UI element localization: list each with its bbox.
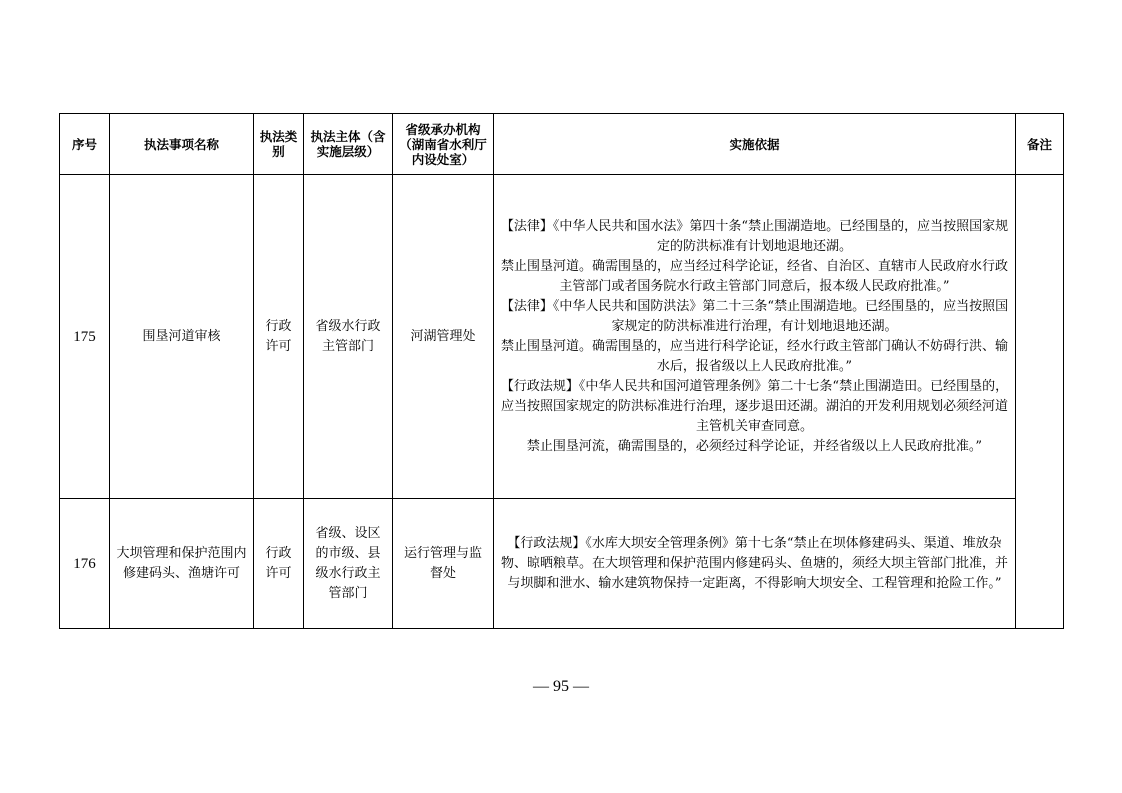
basis-paragraph: 禁止围垦河流，确需围垦的，必须经过科学论证，并经省级以上人民政府批准。”: [526, 438, 983, 454]
basis-paragraph: 禁止围垦河道。确需围垦的，应当经过科学论证，经省、自治区、直辖市人民政府水行政主管部门或者国务院水行政主管部门同意后，报本级人民政府批准。”: [500, 258, 1008, 294]
row-subject: 省级、设区的市级、县级水行政主管部门: [304, 499, 393, 629]
row-basis: [494, 175, 1016, 499]
header-subject: 执法主体（含实施层级）: [304, 114, 393, 175]
basis-paragraph: 【行政法规】《水库大坝安全管理条例》第十七条“禁止在坝体修建码头、渠道、堆放杂物、晾晒粮草。在大坝管理和保护范围内修建码头、鱼塘的，须经大坝主管部门批准，并与坝脚和泄水、输水建筑物保持一定距离，不得影响大坝安全、工程管理和抢险工作。”: [500, 535, 1008, 591]
row-item: 围垦河道审核: [110, 175, 254, 499]
row-agency: 运行管理与监督处: [393, 499, 494, 629]
row-basis: [494, 499, 1016, 629]
header-item: 执法事项名称: [110, 114, 254, 175]
row-category: 行政许可: [254, 175, 304, 499]
header-seq: 序号: [60, 114, 110, 175]
header-basis: 实施依据: [494, 114, 1016, 175]
row-seq: 175: [60, 175, 110, 499]
header-row: [60, 114, 1064, 175]
basis-paragraph: 【行政法规】《中华人民共和国河道管理条例》第二十七条“禁止围湖造田。已经围垦的，应当按照国家规定的防洪标准进行治理，逐步退田还湖。湖泊的开发利用规划必须经河道主管机关审查同意。: [500, 378, 1009, 434]
enforcement-table: [59, 113, 1064, 629]
header-agency: 省级承办机构（湖南省水利厅内设处室）: [393, 114, 494, 175]
basis-paragraph: 【法律】《中华人民共和国防洪法》第二十三条“禁止围湖造地。已经围垦的，应当按照国家规定的防洪标准进行治理，有计划地退地还湖。: [500, 298, 1009, 334]
row-seq: 176: [60, 499, 110, 629]
page-number: — 95 —: [533, 678, 589, 695]
header-remark: 备注: [1016, 114, 1064, 175]
row-item: 大坝管理和保护范围内修建码头、渔塘许可: [110, 499, 254, 629]
row-agency: 河湖管理处: [393, 175, 494, 499]
basis-paragraph: 【法律】《中华人民共和国水法》第四十条“禁止围湖造地。已经围垦的，应当按照国家规定的防洪标准有计划地退地还湖。: [500, 218, 1009, 254]
row-category: 行政许可: [254, 499, 304, 629]
row-subject: 省级水行政主管部门: [304, 175, 393, 499]
table-row: [60, 175, 1064, 499]
header-category: 执法类别: [254, 114, 304, 175]
row-remark: [1016, 175, 1064, 629]
basis-paragraph: 禁止围垦河道。确需围垦的，应当进行科学论证，经水行政主管部门确认不妨碍行洪、输水后，报省级以上人民政府批准。”: [500, 338, 1008, 374]
table-row: [60, 499, 1064, 629]
